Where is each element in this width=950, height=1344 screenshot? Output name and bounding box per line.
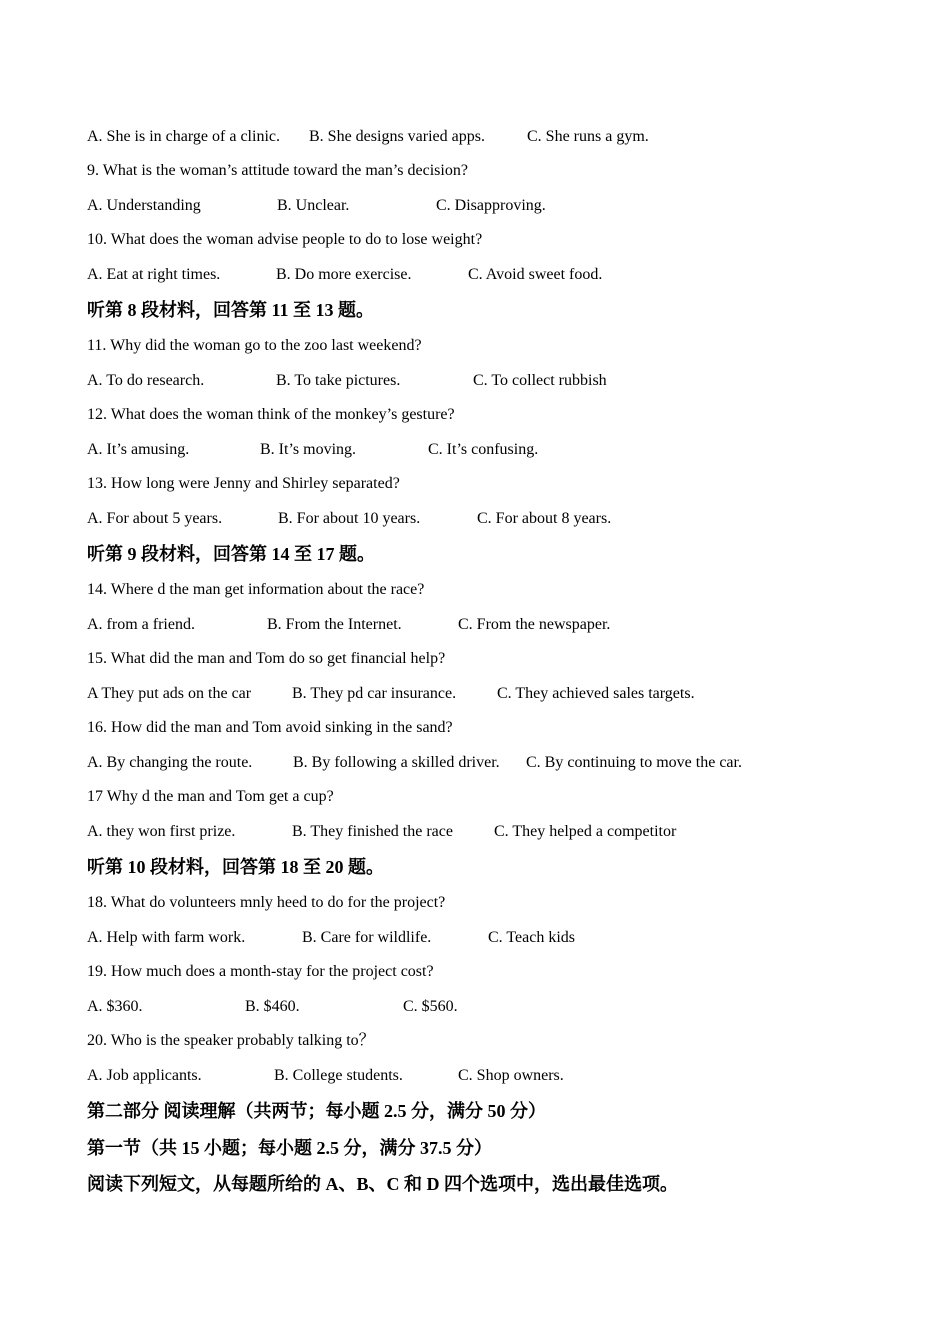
q8-option-b: B. She designs varied apps. [309, 128, 485, 145]
q8-option-c: C. She runs a gym. [527, 128, 649, 145]
part-2-title: 第二部分 阅读理解（共两节；每小题 2.5 分，满分 50 分） [87, 1101, 546, 1121]
q11-question: 11. Why did the woman go to the zoo last weekend? [87, 337, 422, 354]
q18-option-c: C. Teach kids [488, 929, 576, 946]
part-2-section-1-title: 第一节（共 15 小题；每小题 2.5 分，满分 37.5 分） [87, 1138, 492, 1158]
q11-option-a: A. To do research. [87, 372, 205, 389]
q20-option-b: B. College students. [274, 1067, 403, 1084]
q12-option-b: B. It’s moving. [260, 441, 357, 458]
q17-option-b: B. They finished the race [292, 823, 453, 840]
q16-question: 16. How did the man and Tom avoid sinking in the sand? [87, 719, 453, 736]
q12-option-c: C. It’s confusing. [428, 441, 539, 458]
q15-option-b: B. They pd car insurance. [292, 685, 457, 702]
q13-question: 13. How long were Jenny and Shirley separated? [87, 475, 400, 492]
q9-option-c: C. Disapproving. [436, 197, 546, 214]
q16-option-c: C. By continuing to move the car. [526, 754, 742, 771]
part-2-instruction: 阅读下列短文，从每题所给的 A、B、C 和 D 四个选项中，选出最佳选项。 [87, 1174, 678, 1194]
q20-option-a: A. Job applicants. [87, 1067, 202, 1084]
q14-option-a: A. from a friend. [87, 616, 195, 633]
q12-option-a: A. It’s amusing. [87, 441, 190, 458]
q19-question: 19. How much does a month-stay for the project cost? [87, 963, 434, 980]
q9-question: 9. What is the woman’s attitude toward the man’s decision? [87, 162, 468, 179]
q17-question: 17 Why d the man and Tom get a cup? [87, 788, 334, 805]
q10-question: 10. What does the woman advise people to do to lose weight? [87, 231, 483, 248]
q14-option-b: B. From the Internet. [267, 616, 402, 633]
q18-question: 18. What do volunteers mnly heed to do for the project? [87, 894, 446, 911]
section-8-heading: 听第 8 段材料，回答第 11 至 13 题。 [87, 300, 375, 320]
q14-question: 14. Where d the man get information about the race? [87, 581, 425, 598]
q9-option-b: B. Unclear. [277, 197, 350, 214]
q13-option-a: A. For about 5 years. [87, 510, 223, 527]
q11-option-b: B. To take pictures. [276, 372, 401, 389]
q16-option-b: B. By following a skilled driver. [293, 754, 500, 771]
q12-question: 12. What does the woman think of the monkey’s gesture? [87, 406, 455, 423]
section-9-heading: 听第 9 段材料，回答第 14 至 17 题。 [87, 544, 375, 564]
q19-option-a: A. $360. [87, 998, 143, 1015]
q9-option-a: A. Understanding [87, 197, 201, 214]
q17-option-c: C. They helped a competitor [494, 823, 677, 840]
q8-option-a: A. She is in charge of a clinic. [87, 128, 280, 145]
q13-option-c: C. For about 8 years. [477, 510, 612, 527]
q11-option-c: C. To collect rubbish [473, 372, 607, 389]
q17-option-a: A. they won first prize. [87, 823, 236, 840]
q15-option-c: C. They achieved sales targets. [497, 685, 695, 702]
q10-option-c: C. Avoid sweet food. [468, 266, 603, 283]
q19-option-c: C. $560. [403, 998, 458, 1015]
q18-option-b: B. Care for wildlife. [302, 929, 432, 946]
q19-option-b: B. $460. [245, 998, 300, 1015]
q20-question: 20. Who is the speaker probably talking to？ [87, 1032, 375, 1049]
q15-question: 15. What did the man and Tom do so get financial help? [87, 650, 446, 667]
q20-option-c: C. Shop owners. [458, 1067, 564, 1084]
q16-option-a: A. By changing the route. [87, 754, 253, 771]
q15-option-a: A They put ads on the car [87, 685, 252, 702]
q14-option-c: C. From the newspaper. [458, 616, 611, 633]
section-10-heading: 听第 10 段材料，回答第 18 至 20 题。 [87, 857, 384, 877]
q18-option-a: A. Help with farm work. [87, 929, 246, 946]
q10-option-a: A. Eat at right times. [87, 266, 221, 283]
q13-option-b: B. For about 10 years. [278, 510, 421, 527]
q10-option-b: B. Do more exercise. [276, 266, 412, 283]
